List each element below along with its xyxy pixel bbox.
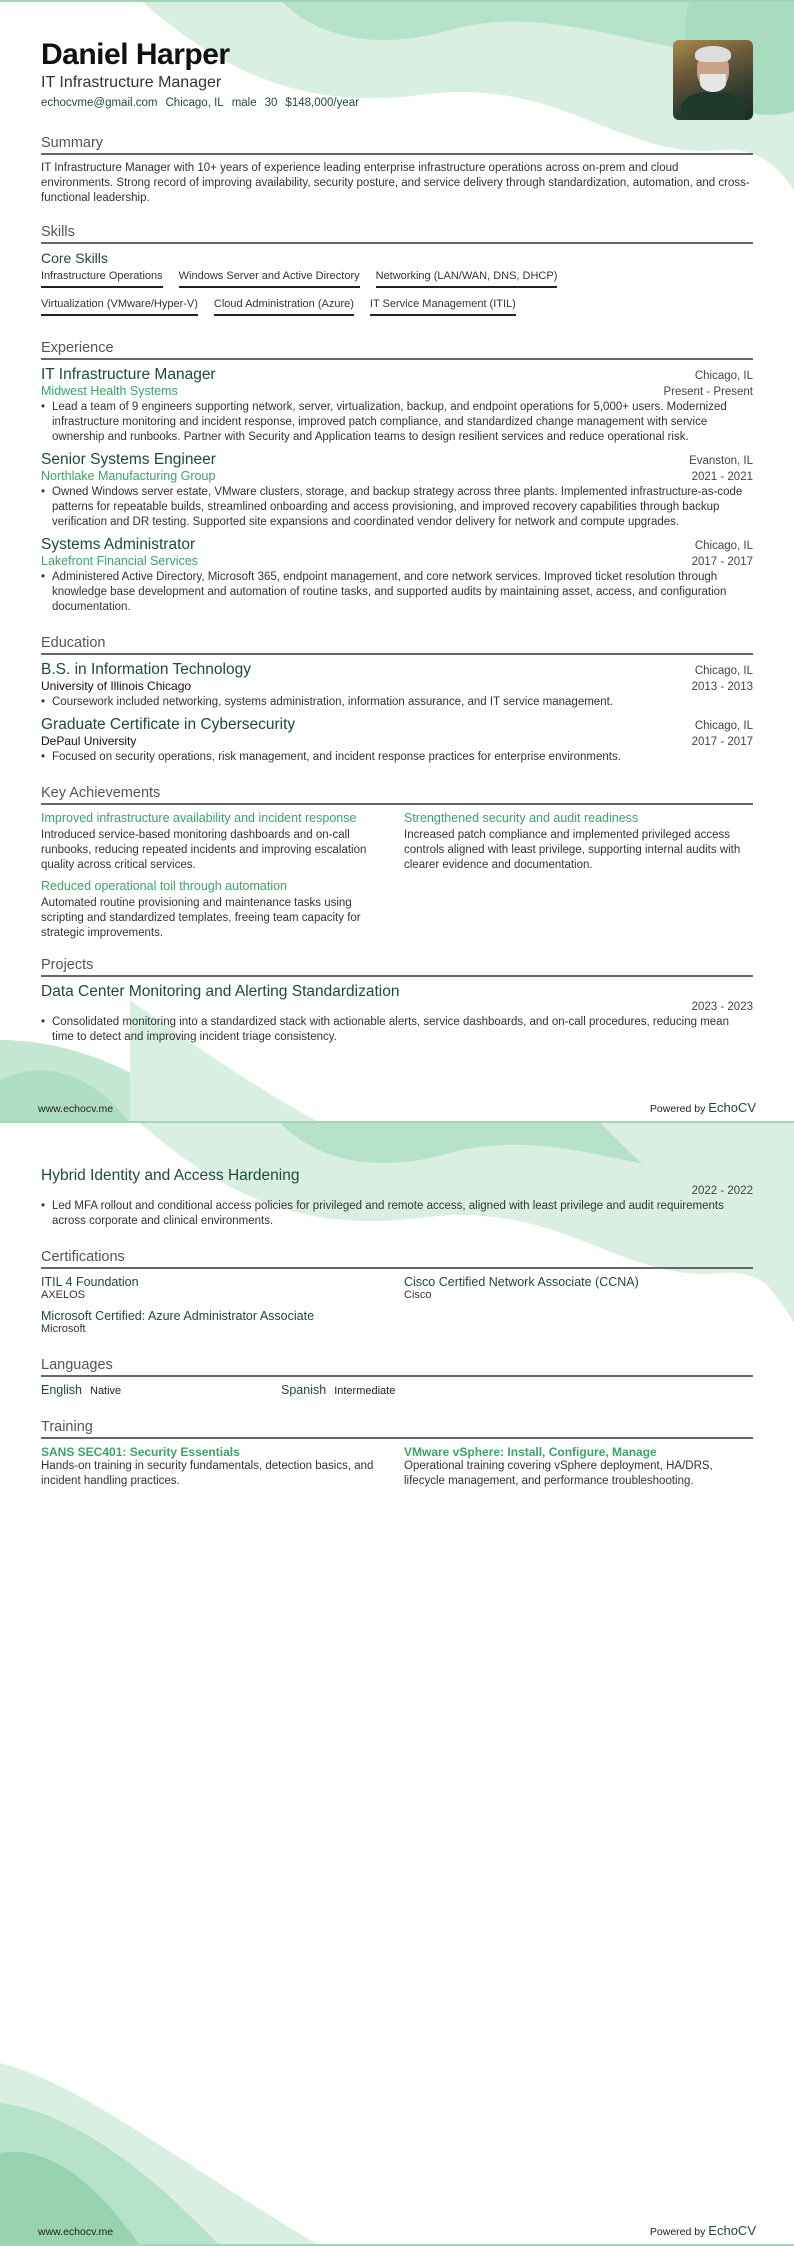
education-entry: B.S. in Information Technology Chicago, IL University of Illinois Chicago 2013 - 2013 • Coursework included networking, systems administration, information assurance, and IT service management. bbox=[41, 661, 753, 708]
education-dates: 2013 - 2013 bbox=[691, 681, 753, 693]
training-item bbox=[41, 1445, 390, 1489]
job-title: Systems Administrator bbox=[41, 536, 196, 553]
project-bullet: Led MFA rollout and conditional access policies for privileged and remote access, aligned with least privilege and audit requirements across corporate and clinical environments. bbox=[52, 1200, 724, 1227]
footer-site-link[interactable]: www.echocv.me bbox=[38, 1103, 114, 1115]
achievements-grid bbox=[41, 811, 753, 947]
project-dates: 2022 - 2022 bbox=[691, 1185, 753, 1197]
contact-age: 30 bbox=[264, 97, 278, 109]
job-title: Senior Systems Engineer bbox=[41, 451, 216, 468]
job-dates: 2021 - 2021 bbox=[691, 471, 753, 483]
contact-salary: $148,000/year bbox=[285, 97, 359, 109]
job-company: Northlake Manufacturing Group bbox=[41, 469, 216, 483]
education-entry: Graduate Certificate in Cybersecurity Chicago, IL DePaul University 2017 - 2017 • Focused on security operations, risk management, and incident response practices for enterprise environments. bbox=[41, 716, 753, 763]
job-company: Lakefront Financial Services bbox=[41, 554, 199, 568]
achievements-heading: Key Achievements bbox=[41, 785, 753, 805]
project-title: Data Center Monitoring and Alerting Standardization bbox=[41, 983, 400, 1000]
achievement-text: Increased patch compliance and implemented privileged access controls aligned with least privilege, supporting internal audits with clearer evidence and documentation. bbox=[404, 829, 741, 871]
powered-by bbox=[650, 2223, 756, 2238]
job-dates: Present - Present bbox=[663, 386, 753, 398]
skill-tag: Infrastructure Operations bbox=[41, 270, 163, 288]
job-entry: Systems Administrator Chicago, IL Lakefront Financial Services 2017 - 2017 • Administered Active Directory, Microsoft 365, endpoint management, and core network services. Improved ticket resolution through knowledge base development and automation of routine tasks, and supported audits by maintaining asset, access, and configuration documentation. bbox=[41, 536, 753, 613]
contact-email: echocvme@gmail.com bbox=[41, 97, 158, 109]
language-level: Native bbox=[90, 1385, 122, 1397]
degree: B.S. in Information Technology bbox=[41, 661, 251, 678]
languages-heading: Languages bbox=[41, 1357, 753, 1377]
job-title: IT Infrastructure Manager bbox=[41, 366, 216, 383]
training-item bbox=[404, 1445, 753, 1489]
education-dates: 2017 - 2017 bbox=[691, 736, 753, 748]
education-location: Chicago, IL bbox=[694, 720, 753, 732]
job-bullet: Administered Active Directory, Microsoft 365, endpoint management, and core network services. Improved ticket resolution through knowledge base development and automation of routine tasks, and supported audits by maintaining asset, access, and configuration documentation. bbox=[52, 571, 727, 613]
project-title: Hybrid Identity and Access Hardening bbox=[41, 1167, 300, 1184]
experience-heading: Experience bbox=[41, 340, 753, 360]
training-heading: Training bbox=[41, 1419, 753, 1439]
achievement-item bbox=[41, 811, 390, 873]
skills-list bbox=[41, 270, 641, 326]
education-bullet: Coursework included networking, systems administration, information assurance, and IT service management. bbox=[52, 696, 613, 708]
skill-tag: Networking (LAN/WAN, DNS, DHCP) bbox=[376, 270, 558, 288]
job-company: Midwest Health Systems bbox=[41, 384, 178, 398]
summary-heading: Summary bbox=[41, 135, 753, 155]
language-item bbox=[41, 1383, 281, 1397]
certification-issuer: Cisco bbox=[404, 1289, 432, 1301]
job-bullet: Lead a team of 9 engineers supporting network, server, virtualization, backup, and endpoint operations for 5,000+ users. Modernized infrastructure monitoring and incident response, improved patch compliance, and standardized change management with service ownership and runbooks. Partner with Security and Application teams to design resilient services and reduce operational risk. bbox=[52, 401, 727, 443]
powered-by bbox=[650, 1100, 756, 1115]
projects-heading: Projects bbox=[41, 957, 753, 977]
language-name: Spanish bbox=[281, 1383, 327, 1397]
certification-issuer: AXELOS bbox=[41, 1289, 86, 1301]
certification-item bbox=[41, 1275, 390, 1309]
skills-heading: Skills bbox=[41, 224, 753, 244]
job-bullet: Owned Windows server estate, VMware clusters, storage, and backup strategy across three plants. Implemented infrastructure-as-code patterns for repeatable builds, streamlined onboarding and access provisioning, and improved recovery capabilities through backup verification and DR testing. Supported site expansions and coordinated vendor delivery for network and compute upgrades. bbox=[52, 486, 743, 528]
skills-group-title: Core Skills bbox=[41, 250, 108, 266]
certifications-grid bbox=[41, 1275, 753, 1343]
achievement-text: Introduced service-based monitoring dashboards and on-call runbooks, reducing repeated incidents and improving escalation quality across critical services. bbox=[41, 829, 367, 871]
achievement-text: Automated routine provisioning and maintenance tasks using scripting and standardized templates, freeing team capacity for strategic improvements. bbox=[41, 897, 361, 939]
project-bullet: Consolidated monitoring into a standardized stack with actionable alerts, service dashboards, and on-call procedures, reducing mean time to detect and improving incident triage consistency. bbox=[52, 1016, 729, 1043]
project-entry: Data Center Monitoring and Alerting Standardization 2023 - 2023 • Consolidated monitoring into a standardized stack with actionable alerts, service dashboards, and on-call procedures, reducing mean time to detect and improving incident triage consistency. bbox=[41, 983, 753, 1043]
contact-location: Chicago, IL bbox=[165, 97, 224, 109]
job-location: Chicago, IL bbox=[694, 540, 753, 552]
certification-issuer: Microsoft bbox=[41, 1323, 86, 1335]
brand-logo: EchoCV bbox=[708, 2223, 756, 2238]
achievement-title: Improved infrastructure availability and incident response bbox=[41, 811, 357, 825]
footer-site-link[interactable]: www.echocv.me bbox=[38, 2226, 114, 2238]
resume-page-2 bbox=[0, 1123, 794, 2246]
achievement-item bbox=[404, 811, 753, 873]
school: University of Illinois Chicago bbox=[41, 679, 192, 693]
skill-tag: Virtualization (VMware/Hyper-V) bbox=[41, 298, 198, 316]
candidate-title: IT Infrastructure Manager bbox=[41, 74, 222, 91]
page-footer bbox=[0, 1095, 794, 1123]
candidate-name: Daniel Harper bbox=[41, 38, 230, 71]
skill-tag: Windows Server and Active Directory bbox=[179, 270, 360, 288]
training-title: VMware vSphere: Install, Configure, Manage bbox=[404, 1445, 657, 1459]
certification-item bbox=[404, 1275, 753, 1309]
job-dates: 2017 - 2017 bbox=[691, 556, 753, 568]
certification-name: Cisco Certified Network Associate (CCNA) bbox=[404, 1275, 639, 1289]
powered-by-label: Powered by bbox=[649, 1103, 706, 1115]
summary-text: IT Infrastructure Manager with 10+ years of experience leading enterprise infrastructure operations across on-prem and cloud environments. Strong record of improving availability, security posture, and service delivery through standardization, automation, and cross-functional leadership. bbox=[41, 162, 750, 204]
training-title: SANS SEC401: Security Essentials bbox=[41, 1445, 240, 1459]
training-grid bbox=[41, 1445, 753, 1489]
education-heading: Education bbox=[41, 635, 753, 655]
job-entry: Senior Systems Engineer Evanston, IL Northlake Manufacturing Group 2021 - 2021 • Owned Windows server estate, VMware clusters, storage, and backup strategy across three plants. Implemented infrastructure-as-code patterns for repeatable builds, streamlined onboarding and access provisioning, and improved recovery capabilities through backup verification and DR testing. Supported site expansions and coordinated vendor delivery for network and compute upgrades. bbox=[41, 451, 753, 528]
certifications-heading: Certifications bbox=[41, 1249, 753, 1269]
page-footer bbox=[0, 2218, 794, 2246]
contact-info bbox=[41, 97, 753, 109]
job-entry: IT Infrastructure Manager Chicago, IL Midwest Health Systems Present - Present • Lead a team of 9 engineers supporting network, server, virtualization, backup, and endpoint operations for 5,000+ users. Modernized infrastructure monitoring and incident response, improved patch compliance, and standardized change management with service ownership and runbooks. Partner with Security and Application teams to design resilient services and reduce operational risk. bbox=[41, 366, 753, 443]
school: DePaul University bbox=[41, 734, 137, 748]
achievement-title: Reduced operational toil through automation bbox=[41, 879, 288, 893]
project-entry: Hybrid Identity and Access Hardening 2022 - 2022 • Led MFA rollout and conditional access policies for privileged and remote access, aligned with least privilege and audit requirements across corporate and clinical environments. bbox=[41, 1167, 753, 1227]
skill-tag: Cloud Administration (Azure) bbox=[214, 298, 354, 316]
languages-list bbox=[41, 1383, 753, 1397]
job-location: Evanston, IL bbox=[689, 455, 753, 467]
certification-name: Microsoft Certified: Azure Administrator Associate bbox=[41, 1309, 315, 1323]
skill-tag: IT Service Management (ITIL) bbox=[370, 298, 516, 316]
training-text: Operational training covering vSphere deployment, HA/DRS, lifecycle management, and performance troubleshooting. bbox=[404, 1460, 713, 1487]
achievement-item bbox=[41, 879, 390, 941]
training-text: Hands-on training in security fundamentals, detection basics, and incident handling practices. bbox=[41, 1460, 374, 1487]
education-bullet: Focused on security operations, risk management, and incident response practices for enterprise environments. bbox=[52, 751, 621, 763]
language-level: Intermediate bbox=[334, 1385, 396, 1397]
language-name: English bbox=[41, 1383, 82, 1397]
certification-name: ITIL 4 Foundation bbox=[41, 1275, 139, 1289]
project-dates: 2023 - 2023 bbox=[691, 1001, 753, 1013]
degree: Graduate Certificate in Cybersecurity bbox=[41, 716, 296, 733]
achievement-title: Strengthened security and audit readiness bbox=[404, 811, 639, 825]
brand-logo: EchoCV bbox=[708, 1100, 756, 1115]
powered-by-label: Powered by bbox=[649, 2226, 706, 2238]
language-item bbox=[281, 1383, 395, 1397]
education-location: Chicago, IL bbox=[694, 665, 753, 677]
certification-item bbox=[41, 1309, 390, 1343]
job-location: Chicago, IL bbox=[694, 370, 753, 382]
contact-gender: male bbox=[231, 97, 257, 109]
